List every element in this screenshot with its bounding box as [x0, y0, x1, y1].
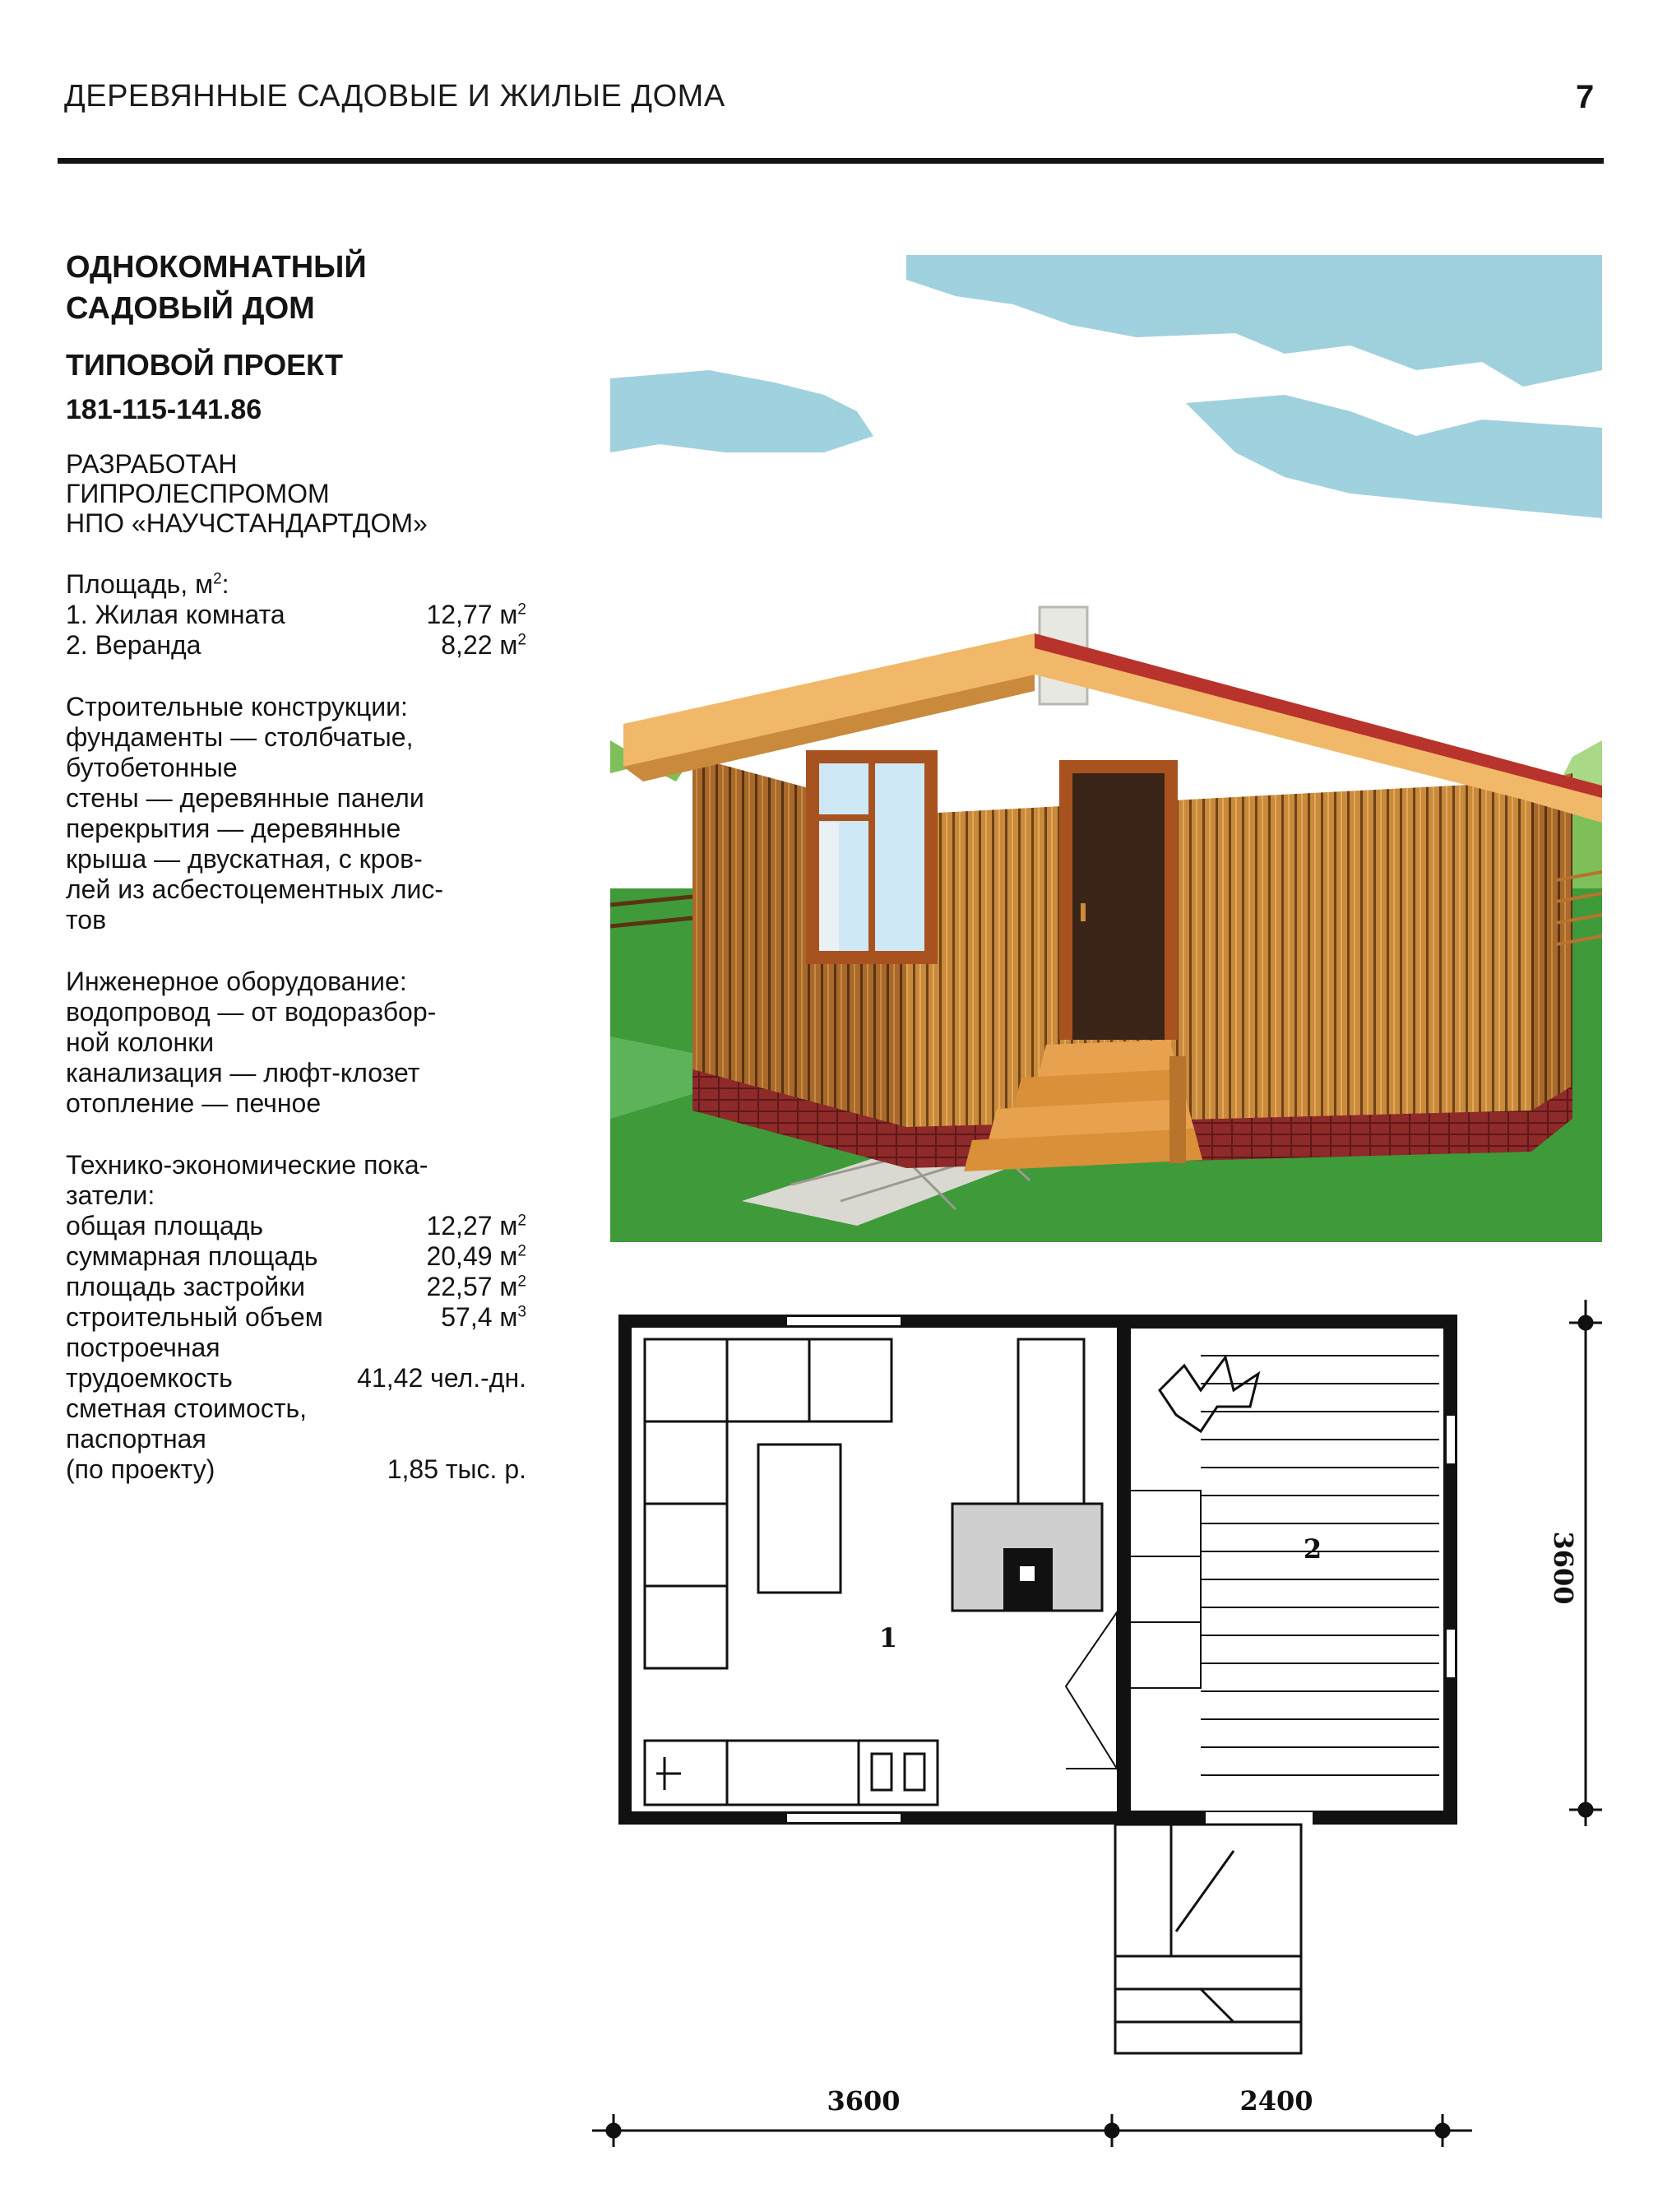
engineering-line: канализация — люфт-клозет	[66, 1058, 420, 1087]
plan-wall-left	[618, 1315, 632, 1821]
area-value	[441, 630, 526, 661]
project-title-line: ОДНОКОМНАТНЫЙ	[66, 250, 367, 285]
room-label-2: 2	[1303, 1533, 1322, 1565]
plan-wall-top-right	[1117, 1315, 1457, 1328]
plan-partition	[1117, 1328, 1130, 1811]
project-title	[66, 247, 526, 329]
indicator-row	[66, 1333, 526, 1363]
construction-line: Строительные конструкции:	[66, 692, 408, 721]
engineering-section	[66, 967, 526, 1119]
construction-line: бутобетонные	[66, 753, 238, 782]
house-side-wall	[1531, 773, 1572, 1127]
indicators-heading-line: затели:	[66, 1180, 155, 1210]
indicator-label: сметная стоимость,	[66, 1394, 308, 1423]
construction-line: тов	[66, 905, 107, 934]
dimension-label-3600-horizontal: 3600	[827, 2085, 901, 2117]
engineering-line: Инженерное оборудование:	[66, 967, 407, 996]
area-row-veranda	[66, 630, 526, 661]
indicator-value-sup: 3	[517, 1303, 526, 1321]
project-code: 181-115-141.86	[66, 394, 262, 425]
area-row-living-room	[66, 600, 526, 630]
indicator-value-text: 1,85 тыс. р.	[387, 1454, 526, 1484]
construction-section	[66, 692, 526, 935]
area-heading-suffix: :	[221, 569, 229, 599]
indicator-value-sup: 2	[517, 1212, 526, 1230]
plan-wall-right	[1444, 1315, 1457, 1825]
area-label: 2. Веранда	[66, 630, 201, 660]
area-value-sup: 2	[517, 631, 526, 649]
indicator-value-text: 41,42 чел.-дн.	[357, 1363, 526, 1393]
indicator-row	[66, 1241, 526, 1272]
construction-line: стены — деревянные панели	[66, 783, 424, 813]
area-heading	[66, 569, 526, 600]
house-front-wall	[906, 781, 1531, 1143]
room-label-1: 1	[878, 1622, 898, 1653]
indicator-value-text: 20,49 м	[426, 1241, 518, 1271]
indicator-label: трудоемкость	[66, 1363, 233, 1393]
indicators-section	[66, 1150, 526, 1485]
veranda-boards	[1130, 1328, 1444, 1811]
indicator-label: (по проекту)	[66, 1454, 215, 1484]
area-value	[426, 600, 526, 630]
dimension-line-horizontal	[592, 2114, 1472, 2147]
indicator-row	[66, 1424, 526, 1454]
indicator-value-sup: 2	[517, 1273, 526, 1291]
indicator-label: строительный объем	[66, 1302, 323, 1332]
construction-line: фундаменты — столбчатые,	[66, 722, 414, 752]
indicator-row	[66, 1211, 526, 1241]
dimension-label-3600-vertical: 3600	[1548, 1531, 1579, 1605]
indicator-row	[66, 1363, 526, 1394]
door-swing	[1066, 1612, 1117, 1769]
indicator-value	[441, 1302, 526, 1333]
header-rule	[58, 158, 1604, 164]
floor-plan	[576, 1283, 1645, 2196]
indicator-label: площадь застройки	[66, 1272, 305, 1301]
construction-line: лей из асбестоцементных лис-	[66, 874, 443, 904]
indicator-row	[66, 1302, 526, 1333]
dimension-label-2400: 2400	[1239, 2085, 1313, 2117]
construction-line: перекрытия — деревянные	[66, 814, 401, 843]
area-heading-sup: 2	[213, 570, 222, 588]
page-number: 7	[1576, 79, 1595, 115]
area-value-text: 12,77 м	[426, 600, 518, 629]
door-icon	[1059, 760, 1178, 1040]
house-illustration	[610, 247, 1602, 1242]
window-icon	[806, 750, 938, 964]
indicator-value-text: 57,4 м	[441, 1302, 518, 1332]
indicators-heading-line: Технико-экономические пока-	[66, 1150, 428, 1180]
project-description	[66, 247, 526, 1485]
developer-line: РАЗРАБОТАН	[66, 449, 238, 479]
area-label: 1. Жилая комната	[66, 600, 285, 629]
engineering-line: ной колонки	[66, 1027, 215, 1057]
engineering-line: водопровод — от водоразбор-	[66, 997, 437, 1027]
stove-chimney	[1020, 1566, 1035, 1581]
entry-porch	[1115, 1825, 1301, 2053]
construction-line: крыша — двускатная, с кров-	[66, 844, 423, 874]
developer-line: НПО «НАУЧСТАНДАРТДОМ»	[66, 508, 428, 538]
project-title-line: САДОВЫЙ ДОМ	[66, 291, 315, 326]
developer-credit	[66, 449, 526, 538]
indicator-label: построечная	[66, 1333, 220, 1362]
indicator-value	[387, 1454, 526, 1485]
indicator-value	[426, 1272, 526, 1302]
indicator-label: суммарная площадь	[66, 1241, 318, 1271]
area-section	[66, 569, 526, 661]
indicator-value	[426, 1241, 526, 1272]
area-value-sup: 2	[517, 601, 526, 619]
indicator-value	[357, 1363, 526, 1394]
indicator-value	[426, 1211, 526, 1241]
project-subtitle: ТИПОВОЙ ПРОЕКТ	[66, 348, 344, 382]
indicator-row	[66, 1454, 526, 1485]
plan-wall-stub	[1117, 1811, 1150, 1825]
indicator-value-text: 22,57 м	[426, 1272, 518, 1301]
running-header: ДЕРЕВЯННЫЕ САДОВЫЕ И ЖИЛЫЕ ДОМА	[64, 79, 725, 114]
engineering-line: отопление — печное	[66, 1088, 322, 1118]
plan-wall-bottom-right	[1313, 1811, 1457, 1825]
indicator-row	[66, 1394, 526, 1424]
plant-icon	[1160, 1357, 1258, 1431]
area-value-text: 8,22 м	[441, 630, 518, 660]
indicator-row	[66, 1272, 526, 1302]
indicator-value-sup: 2	[517, 1242, 526, 1260]
area-heading-text: Площадь, м	[66, 569, 214, 599]
indicator-value-text: 12,27 м	[426, 1211, 518, 1240]
indicator-label: общая площадь	[66, 1211, 264, 1240]
indicator-label: паспортная	[66, 1424, 206, 1454]
developer-line: ГИПРОЛЕСПРОМОМ	[66, 479, 330, 508]
